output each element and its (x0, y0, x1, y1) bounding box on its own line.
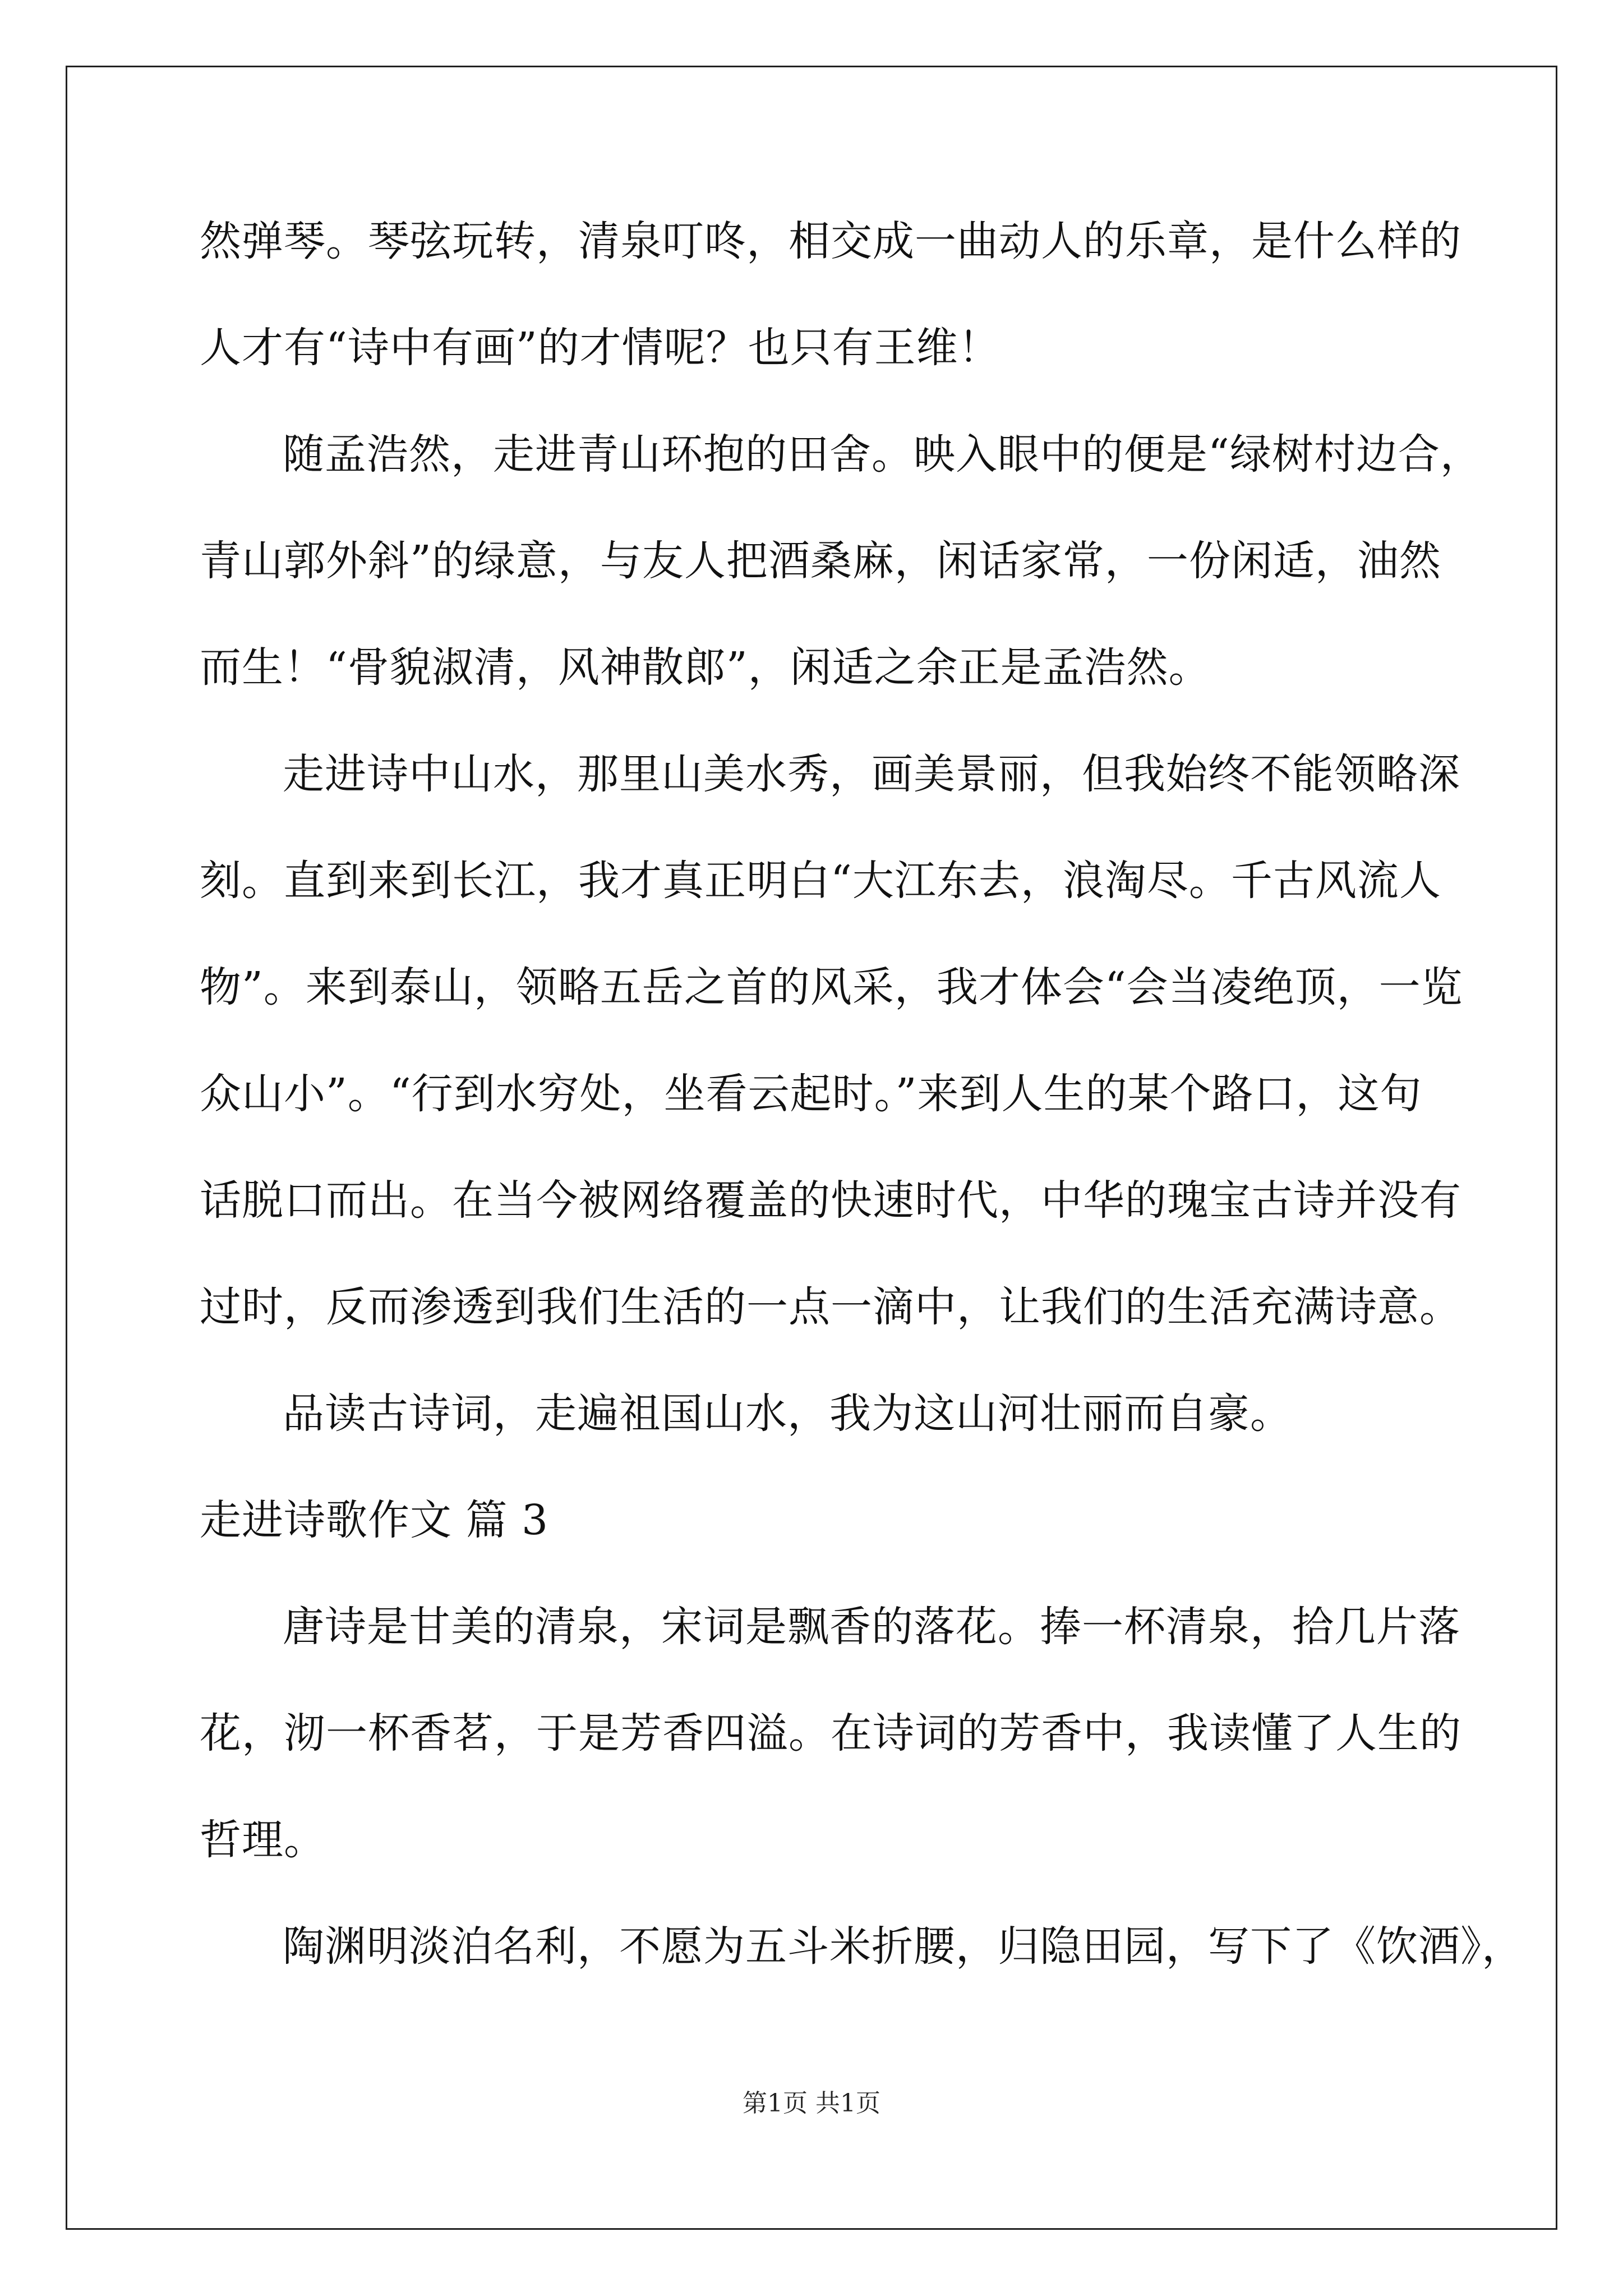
text-line: 众山小”。“行到水穷处，坐看云起时。”来到人生的某个路口，这句 (200, 1070, 1422, 1118)
text-line: 物”。来到泰山，领略五岳之首的风采，我才体会“会当凌绝顶，一览 (200, 963, 1463, 1011)
page-border (66, 66, 1557, 2230)
section-heading: 走进诗歌作文 篇 3 (200, 1496, 549, 1544)
paragraph-start-line: 陶渊明淡泊名利，不愿为五斗米折腰，归隐田园，写下了《饮酒》， (283, 1922, 1524, 1971)
text-line: 刻。直到来到长江，我才真正明白“大江东去，浪淘尽。千古风流人 (200, 857, 1441, 905)
page-footer: 第1页 共1页 (743, 2089, 880, 2118)
text-line: 青山郭外斜”的绿意，与友人把酒桑麻，闲话家常，一份闲适，油然 (200, 537, 1441, 585)
text-line: 过时，反而渗透到我们生活的一点一滴中，让我们的生活充满诗意。 (200, 1283, 1461, 1331)
text-line: 而生！“骨貌淑清，风神散郎”，闲适之余正是孟浩然。 (200, 643, 1211, 692)
paragraph-start-line: 走进诗中山水，那里山美水秀，画美景丽，但我始终不能领略深 (283, 750, 1460, 798)
text-line: 哲理。 (200, 1816, 326, 1864)
paragraph-start-line: 唐诗是甘美的清泉，宋词是飘香的落花。捧一杯清泉，拾几片落 (283, 1603, 1460, 1651)
paragraph-start-line: 品读古诗词，走遍祖国山水，我为这山河壮丽而自豪。 (283, 1389, 1292, 1438)
paragraph-start-line: 随孟浩然，走进青山环抱的田舍。映入眼中的便是“绿树村边合， (283, 430, 1482, 478)
text-line: 人才有“诗中有画”的才情呢？也只有王维！ (200, 324, 1000, 372)
text-line: 话脱口而出。在当今被网络覆盖的快速时代，中华的瑰宝古诗并没有 (200, 1176, 1461, 1225)
text-line: 花，沏一杯香茗，于是芳香四溢。在诗词的芳香中，我读懂了人生的 (200, 1709, 1461, 1757)
text-line: 然弹琴。琴弦玩转，清泉叮咚，相交成一曲动人的乐章，是什么样的 (200, 217, 1461, 265)
